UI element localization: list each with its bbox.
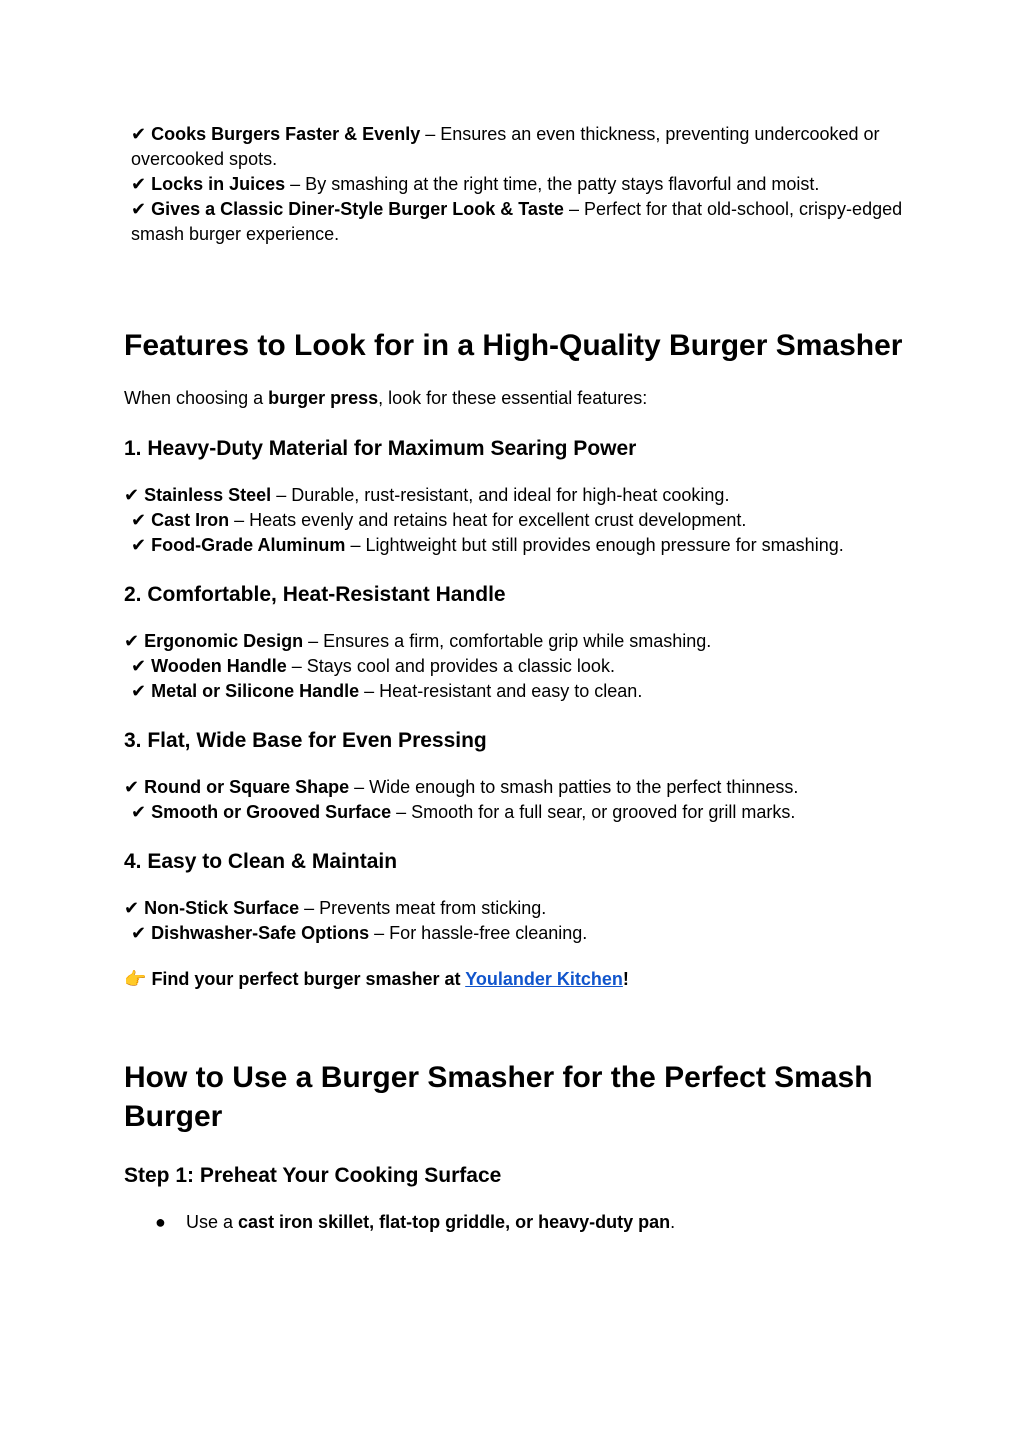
checkmark-icon: ✔ bbox=[131, 535, 147, 555]
checkmark-icon: ✔ bbox=[131, 174, 147, 194]
feature-item: ✔ Non-Stick Surface – Prevents meat from sticking. bbox=[124, 898, 547, 918]
checkmark-icon: ✔ bbox=[124, 485, 140, 505]
step-title: Step 1: Preheat Your Cooking Surface bbox=[124, 1164, 502, 1187]
feature-item: ✔ Ergonomic Design – Ensures a firm, comfortable grip while smashing. bbox=[124, 631, 712, 651]
section-title: 4. Easy to Clean & Maintain bbox=[124, 850, 398, 873]
feature-list bbox=[124, 629, 904, 704]
checkmark-icon: ✔ bbox=[124, 777, 140, 797]
section-title: 2. Comfortable, Heat-Resistant Handle bbox=[124, 583, 506, 606]
features-heading: Features to Look for in a High-Quality Burger Smasher bbox=[124, 329, 903, 362]
section-title: 3. Flat, Wide Base for Even Pressing bbox=[124, 729, 487, 752]
feature-item: ✔ Food-Grade Aluminum – Lightweight but still provides enough pressure for smashing. bbox=[131, 535, 844, 555]
checkmark-icon: ✔ bbox=[131, 923, 147, 943]
checkmark-icon: ✔ bbox=[131, 656, 147, 676]
feature-item: ✔ Round or Square Shape – Wide enough to smash patties to the perfect thinness. bbox=[124, 777, 799, 797]
feature-item: ✔ Dishwasher-Safe Options – For hassle-free cleaning. bbox=[131, 923, 588, 943]
feature-item: ✔ Cast Iron – Heats evenly and retains heat for excellent crust development. bbox=[131, 510, 747, 530]
feature-item: ✔ Stainless Steel – Durable, rust-resistant, and ideal for high-heat cooking. bbox=[124, 485, 730, 505]
benefit-item: ✔ Cooks Burgers Faster & Evenly – Ensures an even thickness, preventing undercooked or overcooked spots. bbox=[131, 124, 880, 169]
document-page bbox=[124, 122, 904, 1235]
section-title: 1. Heavy-Duty Material for Maximum Searing Power bbox=[124, 437, 637, 460]
benefit-item: ✔ Gives a Classic Diner-Style Burger Look & Taste – Perfect for that old-school, crispy-edged smash burger experience. bbox=[131, 199, 903, 244]
feature-list bbox=[124, 896, 904, 946]
intro-benefits-list bbox=[124, 122, 904, 247]
feature-list bbox=[124, 775, 904, 825]
feature-item: ✔ Wooden Handle – Stays cool and provides a classic look. bbox=[131, 656, 615, 676]
checkmark-icon: ✔ bbox=[124, 631, 140, 651]
step-bullet-item: ● Use a cast iron skillet, flat-top griddle, or heavy-duty pan. bbox=[124, 1210, 904, 1235]
checkmark-icon: ✔ bbox=[131, 124, 147, 144]
feature-list bbox=[124, 483, 904, 558]
features-intro: When choosing a burger press, look for these essential features: bbox=[124, 388, 648, 408]
howto-heading: How to Use a Burger Smasher for the Perfect Smash Burger bbox=[124, 1061, 873, 1133]
youlander-kitchen-link[interactable]: Youlander Kitchen bbox=[465, 969, 623, 989]
checkmark-icon: ✔ bbox=[131, 199, 147, 219]
checkmark-icon: ✔ bbox=[124, 898, 140, 918]
pointing-hand-icon: 👉 bbox=[124, 969, 147, 989]
cta-line: 👉 Find your perfect burger smasher at Youlander Kitchen! bbox=[124, 969, 629, 989]
feature-item: ✔ Metal or Silicone Handle – Heat-resistant and easy to clean. bbox=[131, 681, 643, 701]
benefit-item: ✔ Locks in Juices – By smashing at the right time, the patty stays flavorful and moist. bbox=[131, 174, 820, 194]
checkmark-icon: ✔ bbox=[131, 510, 147, 530]
checkmark-icon: ✔ bbox=[131, 681, 147, 701]
bullet-icon: ● bbox=[155, 1212, 166, 1232]
feature-item: ✔ Smooth or Grooved Surface – Smooth for a full sear, or grooved for grill marks. bbox=[131, 802, 796, 822]
checkmark-icon: ✔ bbox=[131, 802, 147, 822]
